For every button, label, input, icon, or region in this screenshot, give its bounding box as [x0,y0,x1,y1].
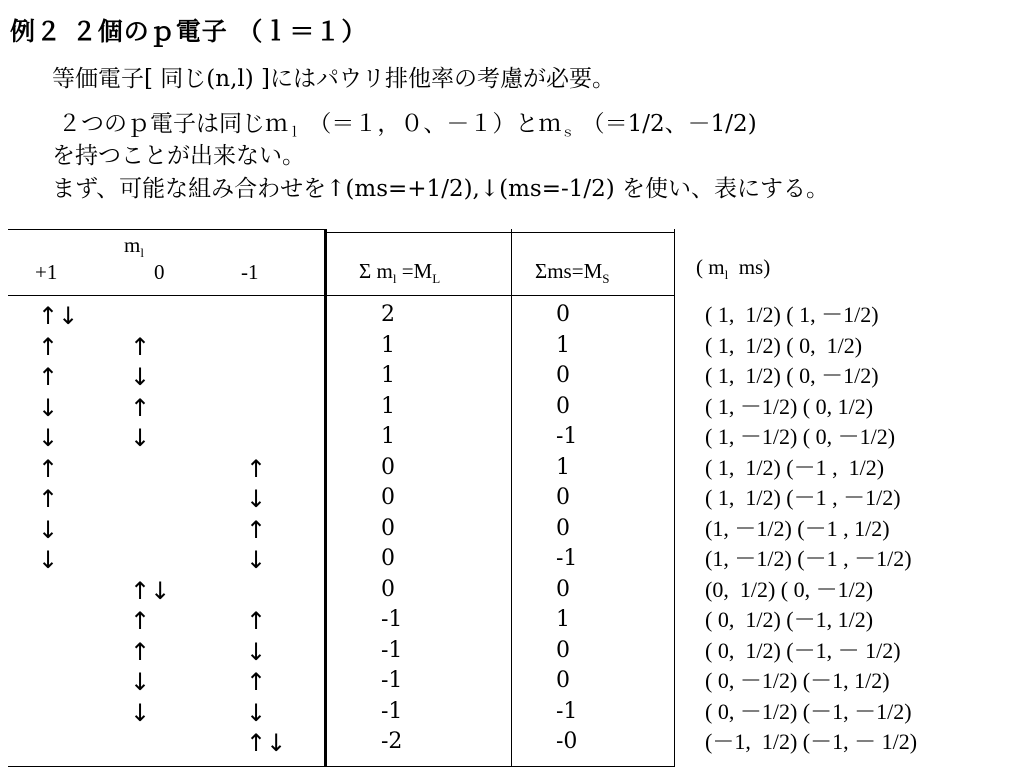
pair-item: (1, －1/2) (－1 , 1/2) [705,515,890,541]
table-row [8,302,675,333]
table-row [8,729,675,760]
table-row [8,577,675,608]
arrow-ml-plus1: ↓ [38,424,59,452]
ML-header: Σ $m_l =M_L$ [359,259,441,287]
arrow-ml-minus1: ↑ [246,668,267,696]
arrow-ml-plus1: ↑ [38,454,59,483]
MS-value: 1 [556,607,570,632]
ML-value: 1 [381,424,395,449]
arrow-ml-0: ↓ [130,668,151,696]
table-row [8,516,675,547]
ML-value: -2 [381,729,403,754]
header-rule [8,295,675,296]
pair-list [705,300,917,758]
table-row [8,455,675,486]
pair-item: ( 1, 1/2) (－1 , 1/2) [705,454,885,480]
arrow-ml-0: ↑ [130,607,151,635]
pair-item: (1, －1/2) (－1 , －1/2) [705,546,912,571]
table-row [8,638,675,669]
arrow-ml-plus1: ↑ [38,485,59,513]
MS-value: 0 [556,515,570,541]
MS-value: ‐1 [556,546,578,571]
ML-value: 1 [381,332,395,358]
MS-value: 0 [556,485,570,510]
pair-item: ( 1, 1/2) ( 1, －1/2) [705,302,879,327]
bottom-rule [8,766,675,767]
MS-value: 0 [556,668,570,693]
MS-value: 0 [556,302,570,327]
arrow-ml-0: ↑ [130,637,151,666]
pair-item: ( 0, －1/2) (－1, 1/2) [705,668,890,693]
ML-value: 0 [381,454,395,480]
ML-value: 0 [381,515,395,541]
arrow-ml-0: ↑ [130,332,151,361]
arrow-ml-minus1: ↓ [246,485,267,513]
intro-line-1: 等価電子[ 同じ(n,l) ]にはパウリ排他率の考慮が必要。 [52,66,615,92]
MS-value: 1 [556,332,570,358]
table-row [8,668,675,699]
MS-value: ‐1 [556,424,578,449]
ML-value: 0 [381,546,395,571]
arrow-ml-minus1: ↓ [246,546,267,574]
arrow-ml-plus1: ↓ [38,515,59,544]
arrow-ml-minus1: ↑↓ [246,729,287,757]
pair-item: ( 0, －1/2) (－1, －1/2) [705,698,912,724]
pair-item: (－1, 1/2) (－1, － 1/2) [705,729,918,754]
arrow-ml-minus1: ↓ [246,637,267,666]
ML-value: -1 [381,607,403,632]
ML-value: 0 [381,576,395,602]
pair-item: ( 0, 1/2) (－1, － 1/2) [705,637,901,663]
table-row [8,546,675,577]
pair-item: ( 0, 1/2) (－1, 1/2) [705,607,874,632]
table-row [8,485,675,516]
MS-header: $\Sigma ms=M_S$ [535,259,610,287]
MS-value: ‐0 [556,729,578,754]
table-row [8,394,675,425]
ml-col-plus1: +1 [35,260,58,284]
MS-value: 0 [556,393,570,419]
MS-value: 1 [556,454,570,480]
arrow-ml-plus1: ↓ [38,546,59,574]
arrow-ml-plus1: ↑ [38,332,59,361]
ML-value: -1 [381,698,403,724]
intro-line-4: まず、可能な組み合わせを↑(ms=+1/2),↓(ms=‐1/2) を使い、表にする。 [52,176,830,202]
arrow-ml-minus1: ↓ [246,698,267,727]
ml-col-minus1: -1 [241,260,259,284]
table-row [8,424,675,455]
arrow-ml-plus1: ↑↓ [38,302,79,330]
ML-value: -1 [381,637,403,663]
intro-line-3: を持つことが出来ない。 [52,143,305,169]
pair-item: ( 1, －1/2) ( 0, －1/2) [705,424,896,449]
MS-value: 0 [556,637,570,663]
arrow-ml-0: ↓ [130,424,151,452]
pair-item: ( 1, 1/2) ( 0, －1/2) [705,363,879,388]
pair-item: ( 1, 1/2) (－1 , －1/2) [705,485,901,510]
ML-value: 2 [381,302,395,327]
top-rule [326,232,675,233]
arrow-ml-0: ↑ [130,393,151,422]
intro-line-2: ２つのｐ電子は同じｍ$_l$ （＝１，０、－１）とｍ$_s$ （＝1/2、－1/2) [58,111,757,141]
arrow-ml-plus1: ↑ [38,363,59,391]
arrow-ml-0: ↓ [130,698,151,727]
MS-value: 0 [556,576,570,602]
arrow-ml-minus1: ↑ [246,454,267,483]
table-row [8,607,675,638]
ML-value: -1 [381,668,403,693]
ml-col-0: 0 [154,260,165,284]
arrow-ml-0: ↑↓ [130,576,171,605]
pair-item: ( 1, 1/2) ( 0, 1/2) [705,332,863,358]
table-row [8,363,675,394]
arrow-ml-plus1: ↓ [38,393,59,422]
ML-value: 0 [381,485,395,510]
arrow-ml-minus1: ↑ [246,607,267,635]
top-rule [8,229,326,230]
table-body [8,302,675,760]
table-row [8,699,675,730]
pair-item: (0, 1/2) ( 0, －1/2) [705,576,874,602]
MS-value: 0 [556,363,570,388]
MS-value: ‐1 [556,698,578,724]
table-row [8,333,675,364]
arrow-ml-minus1: ↑ [246,515,267,544]
page-title: 例２ ２個のｐ電子 （ｌ＝１） [10,17,368,46]
arrow-ml-0: ↓ [130,363,151,391]
ml-header: $m_l$ [124,233,144,261]
pair-item: ( 1, －1/2) ( 0, 1/2) [705,393,874,419]
ML-value: 1 [381,363,395,388]
ML-value: 1 [381,393,395,419]
pair-header: ( $m_l$ ms) [696,255,771,283]
